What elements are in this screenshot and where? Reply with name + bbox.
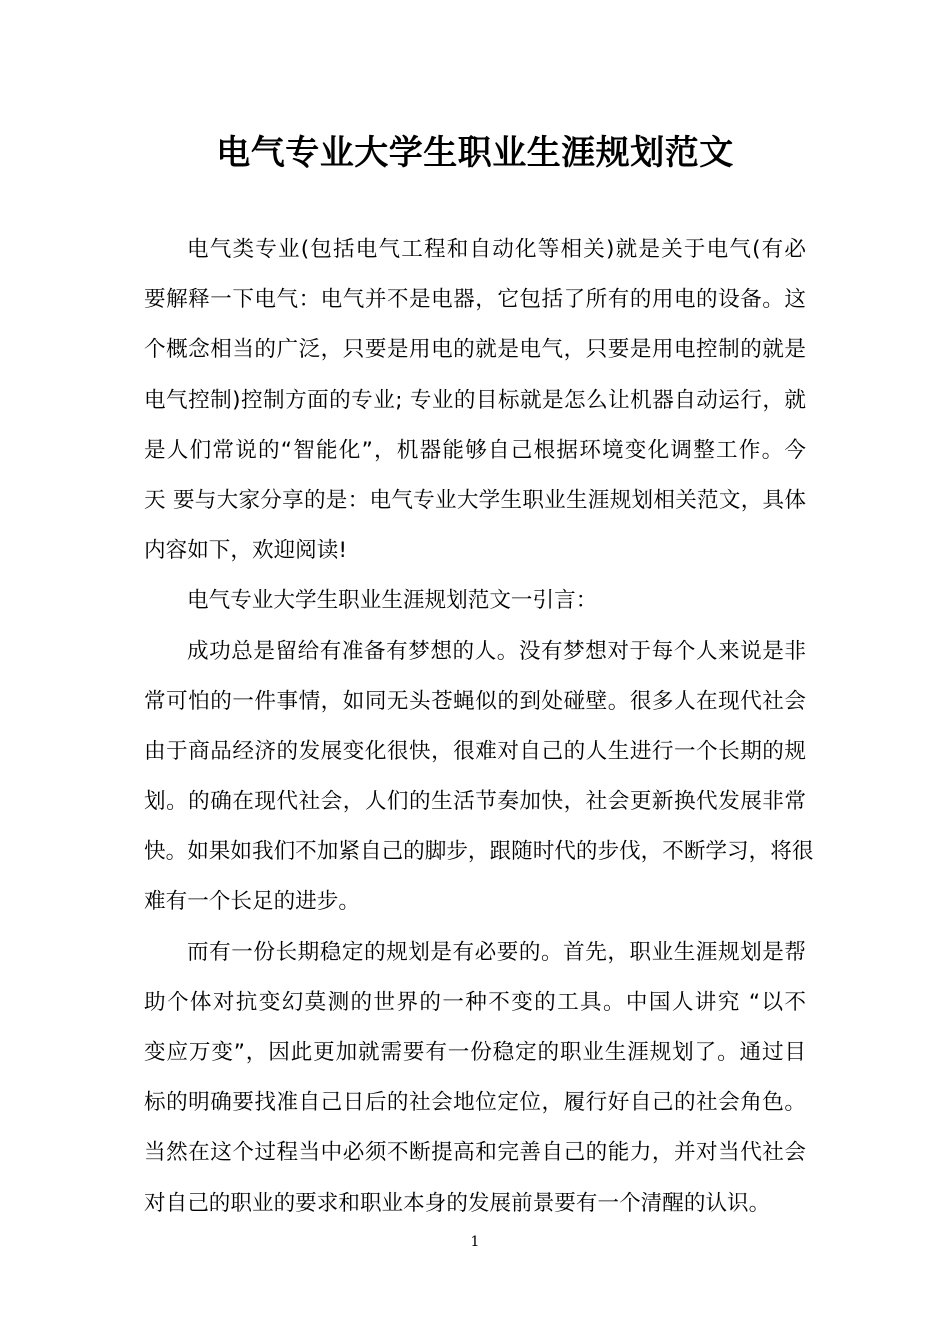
paragraph-line: 而有一份长期稳定的规划是有必要的。首先，职业生涯规划是帮 [187, 939, 806, 965]
paragraph-line: 难有一个长足的进步。 [144, 889, 360, 915]
paragraph-line: 当然在这个过程当中必须不断提高和完善自己的能力，并对当代社会 [144, 1140, 806, 1166]
document-title: 电气专业大学生职业生涯规划范文 [216, 133, 734, 173]
paragraph-intro [144, 225, 806, 576]
paragraph-line: 常可怕的一件事情，如同无头苍蝇似的到处碰壁。很多人在现代社会 [144, 688, 806, 714]
paragraph-line: 由于商品经济的发展变化很快，很难对自己的人生进行一个长期的规 [144, 738, 806, 764]
paragraph-line: 快。如果如我们不加紧自己的脚步，跟随时代的步伐，不断学习，将很 [144, 839, 814, 865]
paragraph-line: 电气类专业(包括电气工程和自动化等相关)就是关于电气(有必 [187, 237, 806, 262]
paragraph-line: 是人们常说的“智能化”，机器能够自己根据环境变化调整工作。今 [144, 437, 806, 463]
paragraph-line: 标的明确要找准自己日后的社会地位定位，履行好自己的社会角色。 [144, 1090, 806, 1116]
paragraph-line: 成功总是留给有准备有梦想的人。没有梦想对于每个人来说是非 [187, 638, 806, 664]
paragraph-section-heading [144, 576, 806, 626]
paragraph-success [144, 627, 814, 928]
section-heading: 电气专业大学生职业生涯规划范文一引言： [187, 588, 598, 614]
paragraph-line: 天 要与大家分享的是：电气专业大学生职业生涯规划相关范文，具体 [144, 487, 806, 513]
paragraph-line: 内容如下，欢迎阅读! [144, 538, 348, 564]
paragraph-line: 划。的确在现代社会，人们的生活节奏加快，社会更新换代发展非常 [144, 789, 806, 815]
page-number: 1 [470, 1234, 480, 1250]
paragraph-planning [144, 928, 806, 1229]
paragraph-line: 变应万变”，因此更加就需要有一份稳定的职业生涯规划了。通过目 [144, 1040, 806, 1065]
paragraph-line: 个概念相当的广泛，只要是用电的就是电气，只要是用电控制的就是 [144, 337, 806, 363]
paragraph-line: 要解释一下电气：电气并不是电器，它包括了所有的用电的设备。这 [144, 287, 806, 313]
paragraph-line: 助个体对抗变幻莫测的世界的一种不变的工具。中国人讲究 “以不 [144, 989, 806, 1015]
document-body [144, 225, 814, 1229]
paragraph-line: 对自己的职业的要求和职业本身的发展前景要有一个清醒的认识。 [144, 1190, 771, 1216]
paragraph-line: 电气控制)控制方面的专业; 专业的目标就是怎么让机器自动运行，就 [144, 387, 806, 413]
